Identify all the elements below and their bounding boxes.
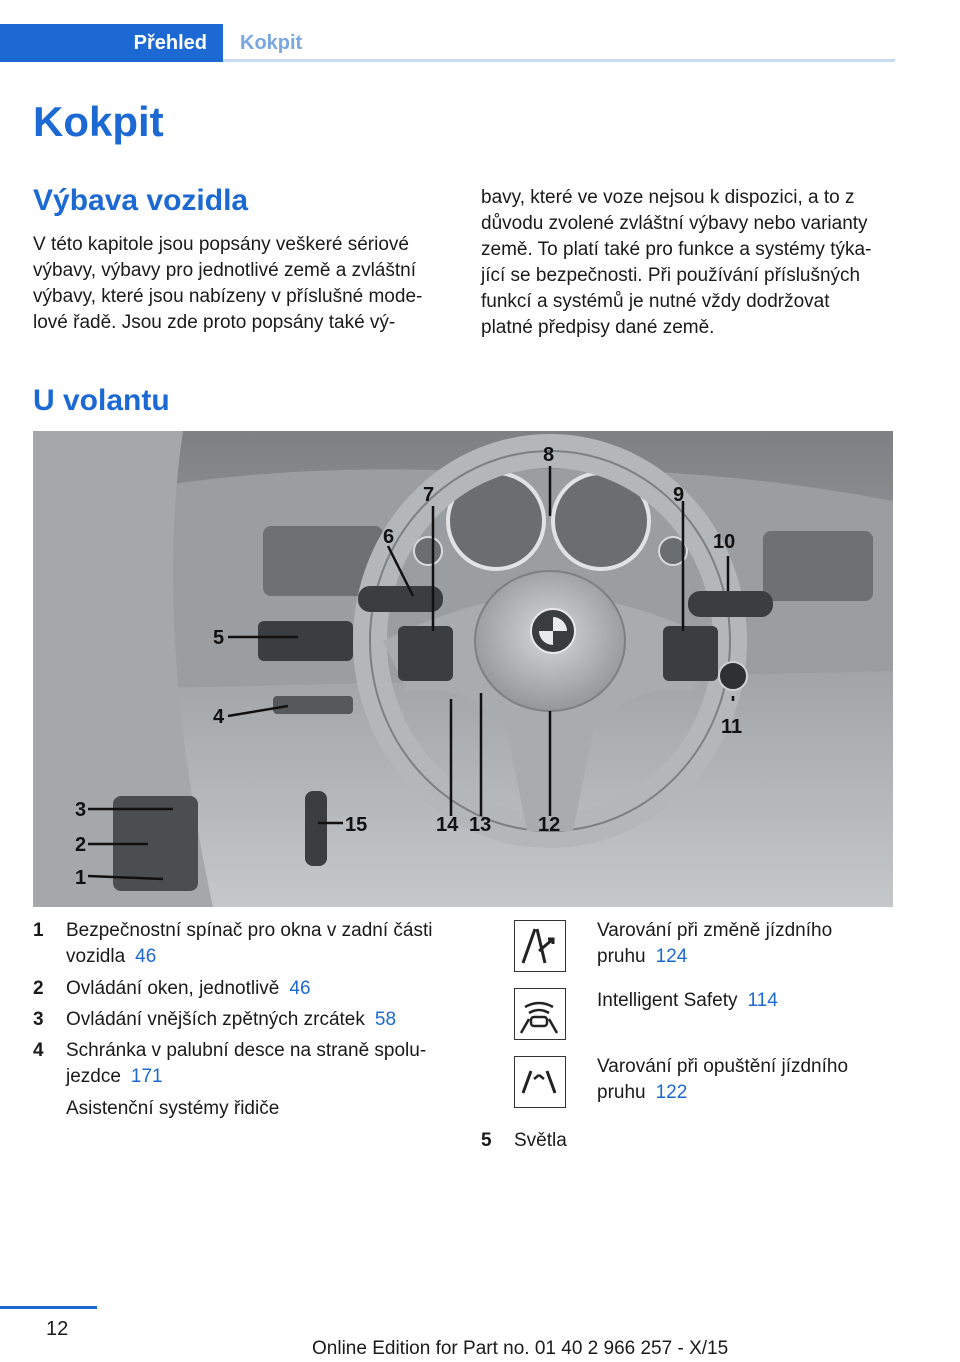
- legend-text: jezdce: [66, 1066, 121, 1087]
- text-line: platné předpisy dané země.: [481, 317, 715, 338]
- left-small-gauge: [414, 537, 442, 565]
- legend-item-2: [66, 976, 311, 1002]
- intro-text-right: [481, 185, 896, 341]
- legend-text: vozidla: [66, 946, 126, 967]
- text-line: výbavy, které jsou nabízeny v příslušné mode‐: [33, 286, 423, 307]
- legend-text: Varování při opuštění jízdního: [597, 1056, 849, 1077]
- cockpit-illustration: [33, 431, 893, 907]
- callout-5: 5: [213, 627, 225, 649]
- page-link[interactable]: 114: [747, 990, 778, 1011]
- legend-item-lane-departure: [597, 1054, 848, 1106]
- footer-rule: [0, 1306, 97, 1309]
- text-line: bavy, které ve voze nejsou k dispozici, a to z: [481, 187, 855, 208]
- right-air-vent: [763, 531, 873, 601]
- legend-text: Intelligent Safety: [597, 990, 738, 1011]
- right-wheel-buttons: [663, 626, 718, 681]
- legend-right: [481, 918, 896, 1151]
- legend-subheading: Asistenční systémy řidiče: [66, 1098, 280, 1119]
- legend-num: 5: [481, 1130, 492, 1151]
- footer-edition: Online Edition for Part no. 01 40 2 966 257 - X/15: [312, 1338, 729, 1359]
- tab-bar: [0, 24, 895, 62]
- page-link[interactable]: 171: [130, 1066, 163, 1087]
- legend-text: Ovládání vnějších zpětných zrcátek: [66, 1009, 365, 1030]
- legend-text: Bezpečnostní spínač pro okna v zadní části: [66, 920, 433, 941]
- callout-9: 9: [673, 484, 685, 506]
- legend-item-3: [66, 1007, 396, 1033]
- left-stalk: [358, 586, 443, 612]
- tab-underline: [223, 59, 895, 62]
- legend-text: pruhu: [597, 946, 646, 967]
- lane-departure-warning-icon: [514, 1056, 566, 1108]
- lane-change-warning-icon: [514, 920, 566, 972]
- callout-3: 3: [75, 799, 87, 821]
- section-heading-volant: U volantu: [33, 384, 170, 417]
- legend-item-lane-change: [597, 918, 832, 970]
- callout-4: 4: [213, 706, 225, 728]
- page-link[interactable]: 58: [374, 1009, 397, 1030]
- intro-text-left: [33, 232, 443, 336]
- text-line: funkcí a systémů je nutné vždy dodržovat: [481, 291, 830, 312]
- legend-num: 1: [33, 920, 44, 941]
- legend-item-1: [66, 918, 433, 970]
- section-heading-vybava: Výbava vozidla: [33, 184, 249, 217]
- legend-num: 2: [33, 978, 44, 999]
- page-title: Kokpit: [33, 98, 164, 145]
- legend-text: pruhu: [597, 1082, 646, 1103]
- callout-12: 12: [538, 814, 561, 836]
- callout-7: 7: [423, 484, 435, 506]
- callout-1: 1: [75, 867, 87, 889]
- legend-text: Schránka v palubní desce na straně spolu‐: [66, 1040, 427, 1061]
- text-line: lové řadě. Jsou zde proto popsány také vý‐: [33, 312, 396, 333]
- legend-num: 3: [33, 1009, 44, 1030]
- legend-item-5: Světla: [514, 1130, 567, 1151]
- callout-8: 8: [543, 444, 555, 466]
- text-line: důvodu zvolené zvláštní výbavy nebo varianty: [481, 213, 868, 234]
- callout-6: 6: [383, 526, 395, 548]
- legend-text: Varování při změně jízdního: [597, 920, 833, 941]
- intelligent-safety-icon: [514, 988, 566, 1040]
- light-switch-panel: [258, 621, 353, 661]
- page-link[interactable]: 122: [655, 1082, 688, 1103]
- callout-10: 10: [713, 531, 736, 553]
- callout-14: 14: [436, 814, 459, 836]
- legend-item-4: [66, 1038, 426, 1090]
- callout-11: 11: [721, 716, 743, 738]
- legend-item-intelligent-safety: [597, 988, 778, 1014]
- page-link[interactable]: 124: [655, 946, 688, 967]
- text-line: země. To platí také pro funkce a systémy týka‐: [481, 239, 872, 260]
- legend-text: Ovládání oken, jednotlivě: [66, 978, 280, 999]
- start-stop-button: [719, 662, 747, 690]
- page-link[interactable]: 46: [135, 946, 157, 967]
- tab-kokpit[interactable]: Kokpit: [240, 32, 303, 54]
- page-number: 12: [46, 1318, 69, 1340]
- glovebox-switches: [273, 696, 353, 714]
- text-line: výbavy, výbavy pro jednotlivé země a zvláštní: [33, 260, 416, 281]
- right-stalk: [688, 591, 773, 617]
- text-line: V této kapitole jsou popsány veškeré sériové: [33, 234, 409, 255]
- callout-13: 13: [469, 814, 492, 836]
- tab-prehled[interactable]: Přehled: [0, 24, 223, 62]
- legend-num: 4: [33, 1040, 44, 1061]
- left-wheel-buttons: [398, 626, 453, 681]
- callout-15: 15: [345, 814, 368, 836]
- text-line: jící se bezpečnosti. Při používání příslušných: [481, 265, 861, 286]
- page-link[interactable]: 46: [289, 978, 311, 999]
- legend-left: [33, 918, 453, 1128]
- hood-release: [305, 791, 327, 866]
- callout-2: 2: [75, 834, 87, 856]
